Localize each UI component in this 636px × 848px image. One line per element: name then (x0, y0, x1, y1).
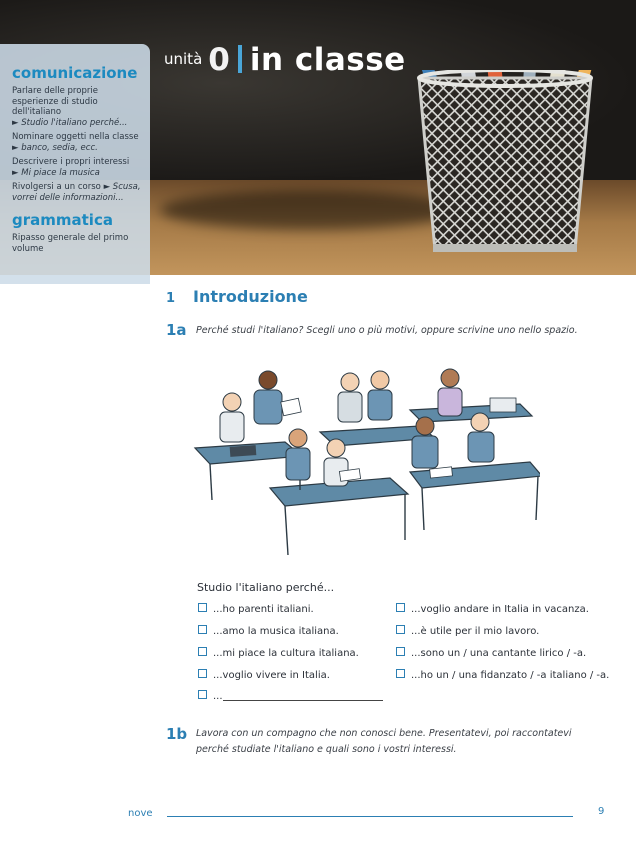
checkbox[interactable] (396, 603, 405, 612)
reason-label: ...mi piace la cultura italiana. (213, 648, 359, 659)
objectives-panel (0, 44, 150, 284)
title-divider (238, 45, 242, 73)
grammar-heading: grammatica (12, 211, 113, 229)
objective-item (12, 132, 146, 153)
unit-title (164, 42, 406, 78)
objective-example: ► Scusa, vorrei delle informazioni... (12, 182, 141, 203)
reason-label: ... (213, 691, 223, 702)
objective-item (12, 157, 146, 178)
reason-option[interactable] (198, 647, 359, 659)
objective-example: ► banco, sedia, ecc. (12, 142, 98, 153)
exercise-instruction: Perché studi l'italiano? Scegli uno o più motivi, oppure scrivine uno nello spazio. (196, 325, 578, 336)
objective-example: ► Studio l'italiano perché... (12, 117, 128, 128)
reason-option[interactable] (396, 669, 609, 681)
page-word: nove (128, 808, 153, 819)
checkbox[interactable] (198, 603, 207, 612)
footer-rule (167, 816, 573, 817)
reason-label: ...ho un / una fidanzato / -a italiano / -a. (411, 670, 610, 681)
reason-label: ...amo la musica italiana. (213, 626, 339, 637)
exercise-label: 1a (166, 321, 187, 339)
grammar-item: Ripasso generale del primo volume (12, 233, 129, 254)
exercise-1b (166, 724, 596, 758)
reason-option[interactable] (198, 625, 339, 637)
reason-option[interactable] (396, 647, 586, 659)
objective-item (12, 86, 146, 128)
page-number: 9 (598, 806, 605, 817)
objective-text: Parlare delle proprie esperienze di studio dell'italiano (12, 86, 98, 117)
reason-option-custom[interactable] (198, 690, 383, 702)
exercise-instruction: Lavora con un compagno che non conosci bene. Presentatevi, poi raccontatevi perché studiate l'italiano e quali sono i vostri interessi. (196, 728, 572, 755)
reason-option[interactable] (198, 603, 314, 615)
unit-word: unità (164, 50, 203, 68)
section-name: Introduzione (193, 287, 308, 306)
reason-label: ...voglio andare in Italia in vacanza. (411, 604, 589, 615)
reason-option[interactable] (198, 669, 330, 681)
unit-number: 0 (208, 42, 230, 78)
reason-label: ...sono un / una cantante lirico / -a. (411, 648, 587, 659)
objective-example: ► Mi piace la musica (12, 167, 100, 178)
write-in-line[interactable] (223, 700, 383, 701)
exercise-1a (166, 320, 578, 339)
exercise-label: 1b (166, 725, 188, 743)
reason-label: ...è utile per il mio lavoro. (411, 626, 540, 637)
unit-name: in classe (249, 42, 406, 78)
checkbox[interactable] (396, 625, 405, 634)
pencil-cup-illustration (415, 70, 595, 258)
objective-text: Rivolgersi a un corso (12, 182, 101, 192)
communication-heading: comunicazione (12, 64, 138, 82)
reason-label: ...voglio vivere in Italia. (213, 670, 330, 681)
checkbox[interactable] (198, 625, 207, 634)
objective-text: Nominare oggetti nella classe (12, 132, 139, 142)
section-number: 1 (166, 291, 176, 306)
checkbox[interactable] (198, 669, 207, 678)
checkbox[interactable] (198, 690, 207, 699)
objective-item (12, 182, 146, 203)
reason-option[interactable] (396, 603, 589, 615)
checkbox[interactable] (198, 647, 207, 656)
classroom-illustration (190, 360, 540, 560)
section-title (166, 287, 308, 306)
reason-option[interactable] (396, 625, 539, 637)
checkbox[interactable] (396, 669, 405, 678)
checklist-heading: Studio l'italiano perché... (197, 581, 335, 594)
objective-text: Descrivere i propri interessi (12, 157, 130, 167)
reason-label: ...ho parenti italiani. (213, 604, 314, 615)
checkbox[interactable] (396, 647, 405, 656)
